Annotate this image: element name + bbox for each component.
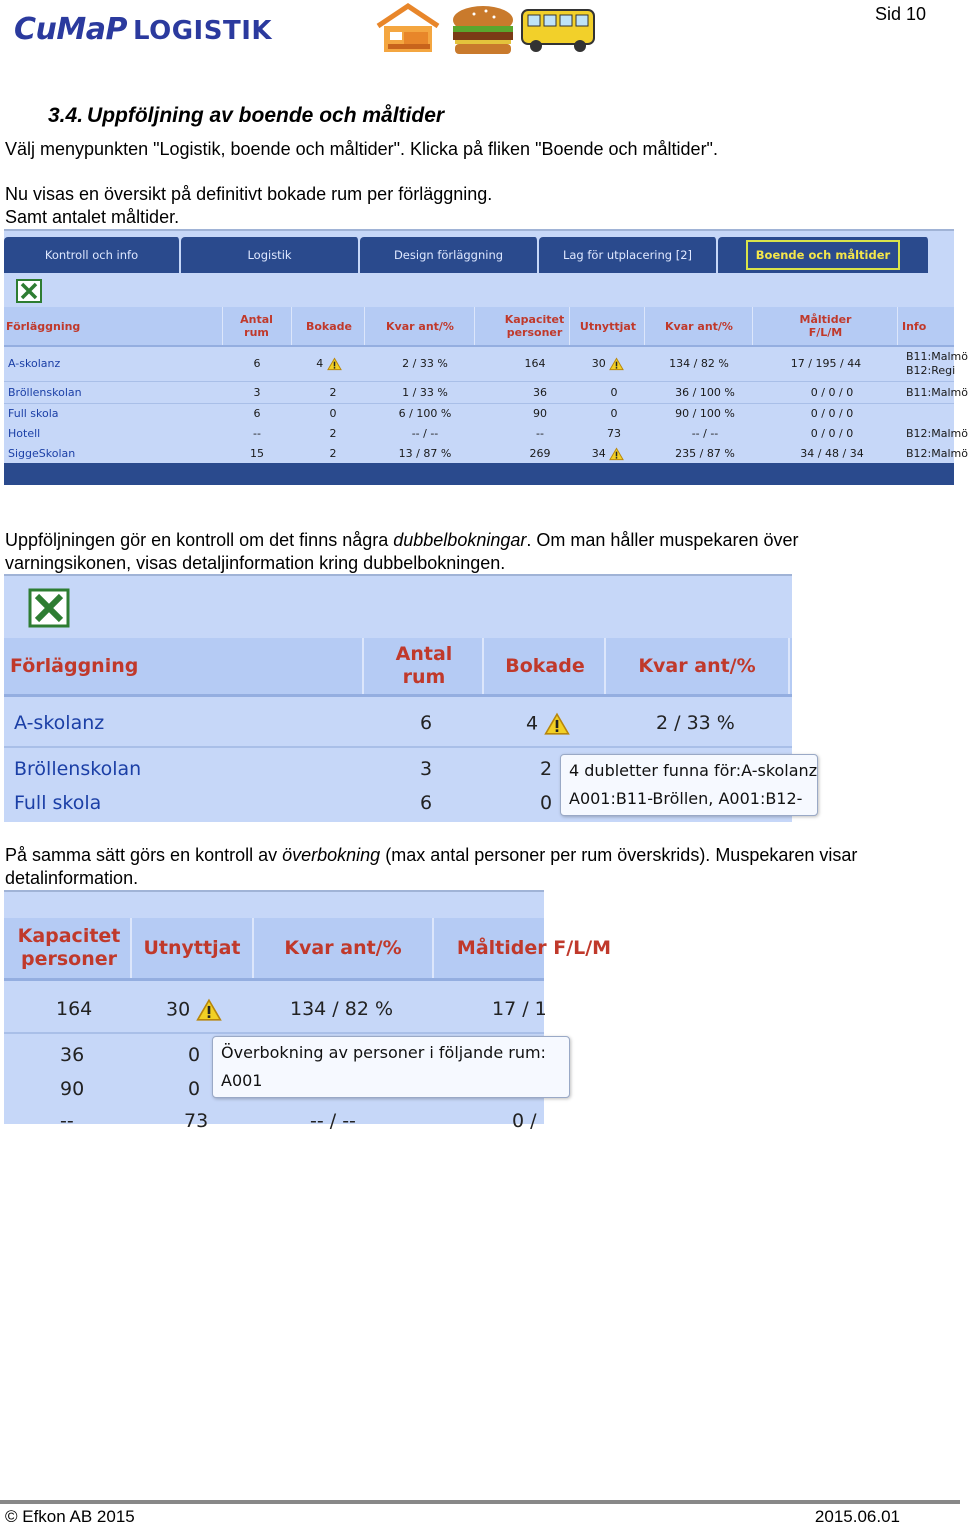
table-row [4,383,968,404]
paragraph-4-emphasis: dubbelbokningar [393,530,527,550]
col-kapacitet[interactable]: Kapacitet personer [8,918,132,978]
col-utnyttjat[interactable]: Utnyttjat [572,307,645,345]
cell-utnyttjat-value: 30 [166,998,191,1021]
cell-utnyttjat [572,347,644,381]
col-antal-rum[interactable]: Antal rum [222,307,292,345]
tooltip-line: A001 [221,1071,263,1090]
footer-divider [0,1500,960,1504]
cell-kapacitet: 36 [533,386,547,399]
cell-kvar-2: 36 / 100 % [675,386,735,399]
cell-bokade: 2 [329,427,337,440]
page-number: Sid 10 [874,4,926,24]
row-name-link[interactable]: Bröllenskolan [8,386,82,399]
paragraph-3: Samt antalet måltider. [5,207,180,227]
cell-antal-rum: 3 [420,758,433,780]
cell-maltider: 34 / 48 / 34 [800,447,864,460]
row-name-link[interactable]: A-skolanz [14,712,105,734]
col-forlaggning[interactable]: Förläggning [4,307,223,345]
col-kapacitet[interactable]: Kapacitet personer [500,307,570,345]
table-header [4,638,792,697]
table-row [4,424,968,444]
col-kvar-ant[interactable]: Kvar ant/% [366,307,475,345]
cell-kvar: 2 / 33 % [656,712,735,734]
paragraph-1: Välj menypunkten "Logistik, boende och måltider". Klicka på fliken "Boende och måltider". [5,139,718,159]
cell-kvar: -- / -- [310,1110,356,1132]
table-row [4,1110,544,1140]
cell-kvar-2: 235 / 87 % [675,447,735,460]
cell-kvar-2: 134 / 82 % [669,357,729,370]
cell-kvar-2: 90 / 100 % [675,407,735,420]
col-info[interactable]: Info [902,319,927,333]
paragraph-4-line-2: varningsikonen, visas detaljinformation kring dubbelbokningen. [5,553,506,573]
table-row [4,444,968,464]
cell-bokade: 2 [329,447,337,460]
paragraph-4-text: Uppföljningen gör en kontroll om det finns några [5,530,394,550]
paragraph-4-text: . Om man håller muspekaren över [526,530,799,550]
excel-icon[interactable] [28,588,70,628]
cell-kvar: 134 / 82 % [290,998,394,1020]
row-name-link[interactable]: Full skola [8,407,59,420]
cell-info: B12:Malmö [906,447,968,460]
cell-kvar: 1 / 33 % [402,386,448,399]
cell-kapacitet: 90 [533,407,547,420]
overview-table [4,307,968,464]
col-maltider[interactable]: Måltider F/L/M [754,307,898,345]
cell-kapacitet: 164 [524,357,546,370]
paragraph-5-emphasis: överbokning [282,845,381,865]
cell-utnyttjat: 0 [610,386,618,399]
warning-icon[interactable] [327,357,342,371]
cell-info: B11:Malmö [906,386,968,399]
cell-info: B12:Malmö [906,427,968,440]
cell-maltider: 0 / [512,1110,537,1132]
overbooking-tooltip [212,1036,570,1098]
tab-lag-for-utplacering[interactable] [539,237,718,273]
table-header [4,918,612,981]
section-title: Uppföljning av boende och måltider [87,104,445,127]
warning-icon[interactable] [544,712,570,736]
logo-cumap-text: CuMaP [14,12,127,47]
paragraph-5 [5,845,857,866]
cell-maltider: 0 / 0 / 0 [810,407,854,420]
tab-boende-och-maltider[interactable] [718,237,930,273]
cell-utnyttjat-value: 30 [591,357,606,370]
cell-kapacitet: 90 [60,1078,85,1100]
paragraph-4 [5,530,798,551]
paragraph-5-text: (max antal personer per rum överskrids). Muspekaren visar [380,845,858,865]
overview-screenshot [4,229,968,485]
tooltip-line: A001:B11-Bröllen, A001:B12- [569,789,803,808]
cell-utnyttjat: 0 [188,1044,201,1066]
cell-bokade: 2 [329,386,337,399]
cell-utnyttjat: 73 [607,427,621,440]
cell-info-line: B11:Malmö [906,350,968,363]
col-kvar-ant[interactable]: Kvar ant/% [606,638,790,694]
bed-icon [378,6,438,52]
tab-label: Logistik [247,248,292,262]
tooltip-line: Överbokning av personer i följande rum: [221,1043,546,1062]
section-number: 3.4. [48,104,84,127]
double-booking-screenshot [4,574,818,822]
row-name-link[interactable]: Full skola [14,792,102,814]
warning-icon[interactable] [609,357,624,371]
tab-label: Lag för utplacering [2] [562,248,693,262]
col-forlaggning[interactable]: Förläggning [4,638,364,694]
cell-bokade [526,712,570,736]
cumap-logo [14,12,272,47]
cell-kapacitet: 269 [529,447,551,460]
cell-info [906,404,954,424]
logo-logistik-text: LOGISTIK [132,16,273,46]
cell-utnyttjat [572,444,644,464]
cell-maltider: 0 / 0 / 0 [810,386,854,399]
footer-date: 2015.06.01 [814,1507,900,1526]
row-name-link[interactable]: Hotell [8,427,41,440]
cell-utnyttjat: 0 [610,407,618,420]
cell-info-line: B12:Regi [906,364,956,377]
cell-bokade: 2 [540,758,553,780]
cell-maltider: 0 / 0 / 0 [810,427,854,440]
cell-bokade: 0 [329,407,337,420]
cell-kvar: 13 / 87 % [398,447,452,460]
tab-label: Kontroll och info [44,248,139,262]
row-name-link[interactable]: Bröllenskolan [14,758,142,780]
row-name-link[interactable]: A-skolanz [8,357,61,370]
tab-design-forlaggning[interactable] [360,237,539,273]
cell-kvar: 6 / 100 % [398,407,452,420]
col-kvar-ant-2[interactable]: Kvar ant/% [646,307,753,345]
tab-bar [4,237,954,273]
warning-icon[interactable] [609,447,624,461]
tab-logistik[interactable] [181,237,360,273]
cell-bokade-value: 4 [526,712,539,735]
cell-utnyttjat-value: 34 [591,447,606,460]
warning-icon[interactable] [196,998,222,1022]
col-bokade[interactable]: Bokade [486,638,606,694]
cell-info [906,347,968,384]
cell-antal-rum: -- [253,427,261,440]
paragraph-5-line-2: detalinformation. [5,868,139,888]
cell-antal-rum: 6 [253,407,261,420]
cell-kvar: 2 / 33 % [402,357,448,370]
tab-label: Design förläggning [393,248,504,262]
tab-kontroll-och-info[interactable] [4,237,181,273]
excel-icon[interactable] [16,279,42,303]
cell-kapacitet: -- [536,427,544,440]
cell-antal-rum: 15 [250,447,264,460]
panel-footer-bar [4,463,954,485]
cell-utnyttjat [166,998,222,1022]
paragraph-5-text: På samma sätt görs en kontroll av [5,845,283,865]
section-heading [48,104,444,128]
overbooking-screenshot [4,890,612,1132]
cell-bokade [294,347,364,381]
cell-kvar-2: -- / -- [691,427,719,440]
row-name-link[interactable]: SiggeSkolan [8,447,76,460]
table-row [4,347,968,382]
cell-utnyttjat: 0 [188,1078,201,1100]
tooltip-line: 4 dubletter funna för:A-skolanz [569,761,818,780]
burger-icon [453,6,513,54]
cell-kvar: -- / -- [411,427,439,440]
cell-bokade: 0 [540,792,553,814]
bus-icon [522,10,594,52]
col-maltider[interactable]: Måltider F/L/M [456,936,612,959]
cell-utnyttjat: 73 [184,1110,209,1132]
cell-maltider: 17 / 1 [492,998,547,1020]
tab-label: Boende och måltider [746,240,900,270]
header-illustrations [376,2,600,56]
cell-maltider: 17 / 195 / 44 [790,357,862,370]
col-kvar-ant[interactable]: Kvar ant/% [254,918,434,978]
row-divider [4,746,792,748]
col-antal-rum[interactable]: Antal rum [366,638,484,694]
double-booking-tooltip [560,754,818,816]
cell-kapacitet: -- [60,1110,74,1132]
cell-bokade-value: 4 [316,357,324,370]
cell-kapacitet: 36 [60,1044,85,1066]
footer-copyright: © Efkon AB 2015 [5,1507,135,1526]
paragraph-2: Nu visas en översikt på definitivt bokade rum per förläggning. [5,184,493,204]
cell-antal-rum: 3 [253,386,261,399]
table-header [4,307,954,347]
cell-kapacitet: 164 [56,998,93,1020]
table-row [4,404,954,424]
cell-antal-rum: 6 [420,712,433,734]
cell-antal-rum: 6 [420,792,433,814]
row-divider [4,1032,544,1034]
col-utnyttjat[interactable]: Utnyttjat [132,918,254,978]
col-bokade[interactable]: Bokade [294,307,365,345]
cell-antal-rum: 6 [253,357,261,370]
